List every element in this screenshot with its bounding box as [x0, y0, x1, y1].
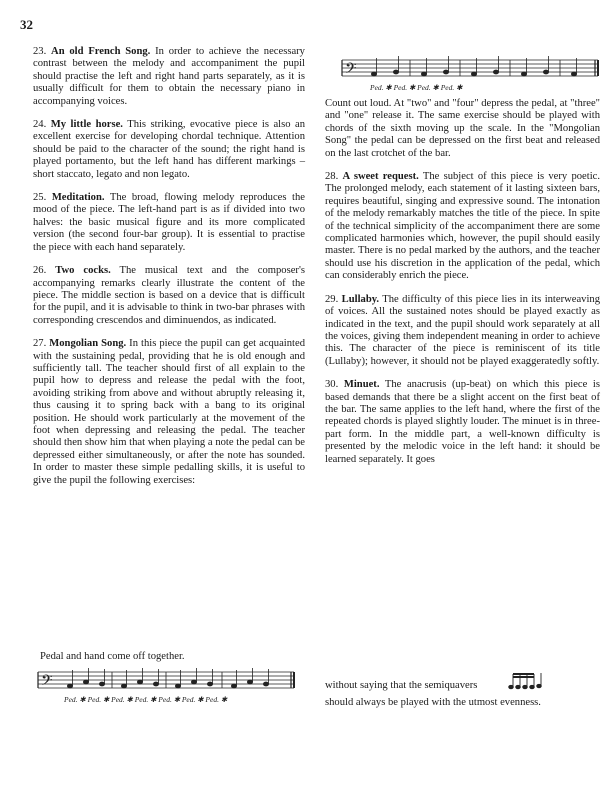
entry-number: 25.: [33, 192, 47, 204]
mongolian-exercise-instructions: Count out loud. At "two" and "four" depress the pedal, at "three" and "one" release it. The same exercise should be played with chords of the sixth moving up the scale. In the "Mongolian Song" the pedal can be depressed on the first beat and released on the last crotchet of the bar.: [325, 98, 600, 159]
svg-text:𝄢: 𝄢: [345, 60, 357, 81]
entry-27: [33, 338, 305, 487]
entry-number: 23.: [33, 46, 47, 57]
entry-title: My little horse.: [50, 119, 123, 131]
right-column: [325, 98, 600, 466]
entry-number: 28.: [325, 171, 339, 183]
entry-text: In this piece the pupil can get acquainted with the sustaining pedal, providing that he is old enough and sufficiently tall. The teacher should first of all explain to the pupil how to depress and release the pedal with the foot, avoiding striking from above and without abruptly releasing it, thus causing it to spring back with a bang to its original position. He should work particularly at the movement of the foot when depressing and releasing the pedal. The teacher should then show him that when playing a note the pedal can be depressed either simultaneously, or after the note has sounded. In order to master these simple pedalling skills, it is useful to give the pupil the following exercises:: [33, 338, 305, 486]
page-number: 32: [20, 17, 33, 32]
entry-number: 29.: [325, 293, 339, 305]
entry-number: 30.: [325, 379, 339, 391]
left-column: [33, 46, 305, 498]
entry-title: Lullaby.: [341, 293, 380, 305]
entry-number: 24.: [33, 119, 47, 131]
pedal-markings: Ped. ✱ Ped. ✱ Ped. ✱ Ped. ✱ Ped. ✱ Ped. ✱ Ped. ✱: [64, 695, 228, 704]
entry-text: The broad, flowing melody reproduces the mood of the piece. The left-hand part is as if divided into two halves: the basic musical figure and its more complicated version (the second four-bar group). It is essential to practise the piece with each hand separately.: [33, 192, 305, 253]
entry-24: [33, 119, 305, 181]
semiquaver-figure-icon: [506, 670, 542, 692]
entry-text: The subject of this piece is very poetic. The prolonged melody, each statement of it lasting sixteen bars, requires beautiful, singing and expressive sound. The intonation of the melody remarkably matches the title of the piece. In spite of the technical simplicity of the accompaniment there are some complicated harmonies which, however, the pupil should easily master. There is no pedal marked by the authors, and the teacher should use his discretion in the application of the pedal, which can considerably enrich the piece.: [325, 171, 600, 282]
entry-title: An old French Song.: [51, 46, 151, 57]
entry-29: [325, 294, 600, 368]
entry-23: [33, 46, 305, 108]
entry-number: 27.: [33, 338, 47, 350]
entry-text: The difficulty of this piece lies in its interweaving of voices. All the sustained notes should be played exactly as indicated in the text, and the pupil should work separately at all the voices, giving them independent meaning in order to achieve this. The character of the piece is reminiscent of its title (Lullaby); however, it should not be played exaggeratedly softly.: [325, 293, 600, 367]
entry-number: 26.: [33, 265, 47, 277]
pedal-exercise-caption: Pedal and hand come off together.: [40, 651, 185, 662]
entry-text: The musical text and the composer's accompanying remarks clearly illustrate the content of the piece. The middle section is based on a device that is difficult for the pupil, and it is advisable to think in two-bar phrases with corresponding crescendos and diminuendos, as indicated.: [33, 265, 305, 326]
entry-text: In order to achieve the necessary contrast between the melody and accompaniment the pupil should practise the left and right hand parts separately, as it is usually difficult for them to obtain the necessary piano in accompanying voices.: [33, 46, 305, 107]
entry-title: Minuet.: [343, 379, 380, 391]
entry-28: [325, 171, 600, 283]
entry-text: The anacrusis (up-beat) on which this piece is based demands that there be a slight accent on the first beat of the bar. The same applies to the left hand, where the first of the repeated chords is played slightly louder. The minuet is in three-part form. In the middle part, a well-known difficulty is presented by the melodic voice in the left hand: it should be learned separately. It goes: [325, 379, 600, 465]
entry-25: [33, 192, 305, 254]
semiquaver-sentence-tail: should always be played with the utmost evenness.: [325, 697, 541, 708]
entry-26: [33, 265, 305, 327]
mongolian-pedal-staff: [340, 50, 602, 94]
semiquaver-sentence-lead: without saying that the semiquavers: [325, 680, 478, 691]
entry-30: [325, 379, 600, 466]
entry-title: Meditation.: [51, 192, 105, 204]
pedal-markings: Ped. ✱ Ped. ✱ Ped. ✱ Ped. ✱: [370, 83, 463, 92]
entry-title: Two cocks.: [55, 265, 111, 277]
entry-text: This striking, evocative piece is also an excellent exercise for developing chordal technique. Attention should be paid to the character of the sound; the right hand is played portamento, but the left hand has different markings – short staccato, legato and non legato.: [33, 119, 305, 180]
svg-text:𝄢: 𝄢: [41, 672, 53, 693]
pedal-exercise-staff: [36, 664, 298, 706]
entry-title: A sweet request.: [342, 171, 419, 183]
entry-title: Mongolian Song.: [49, 338, 127, 350]
